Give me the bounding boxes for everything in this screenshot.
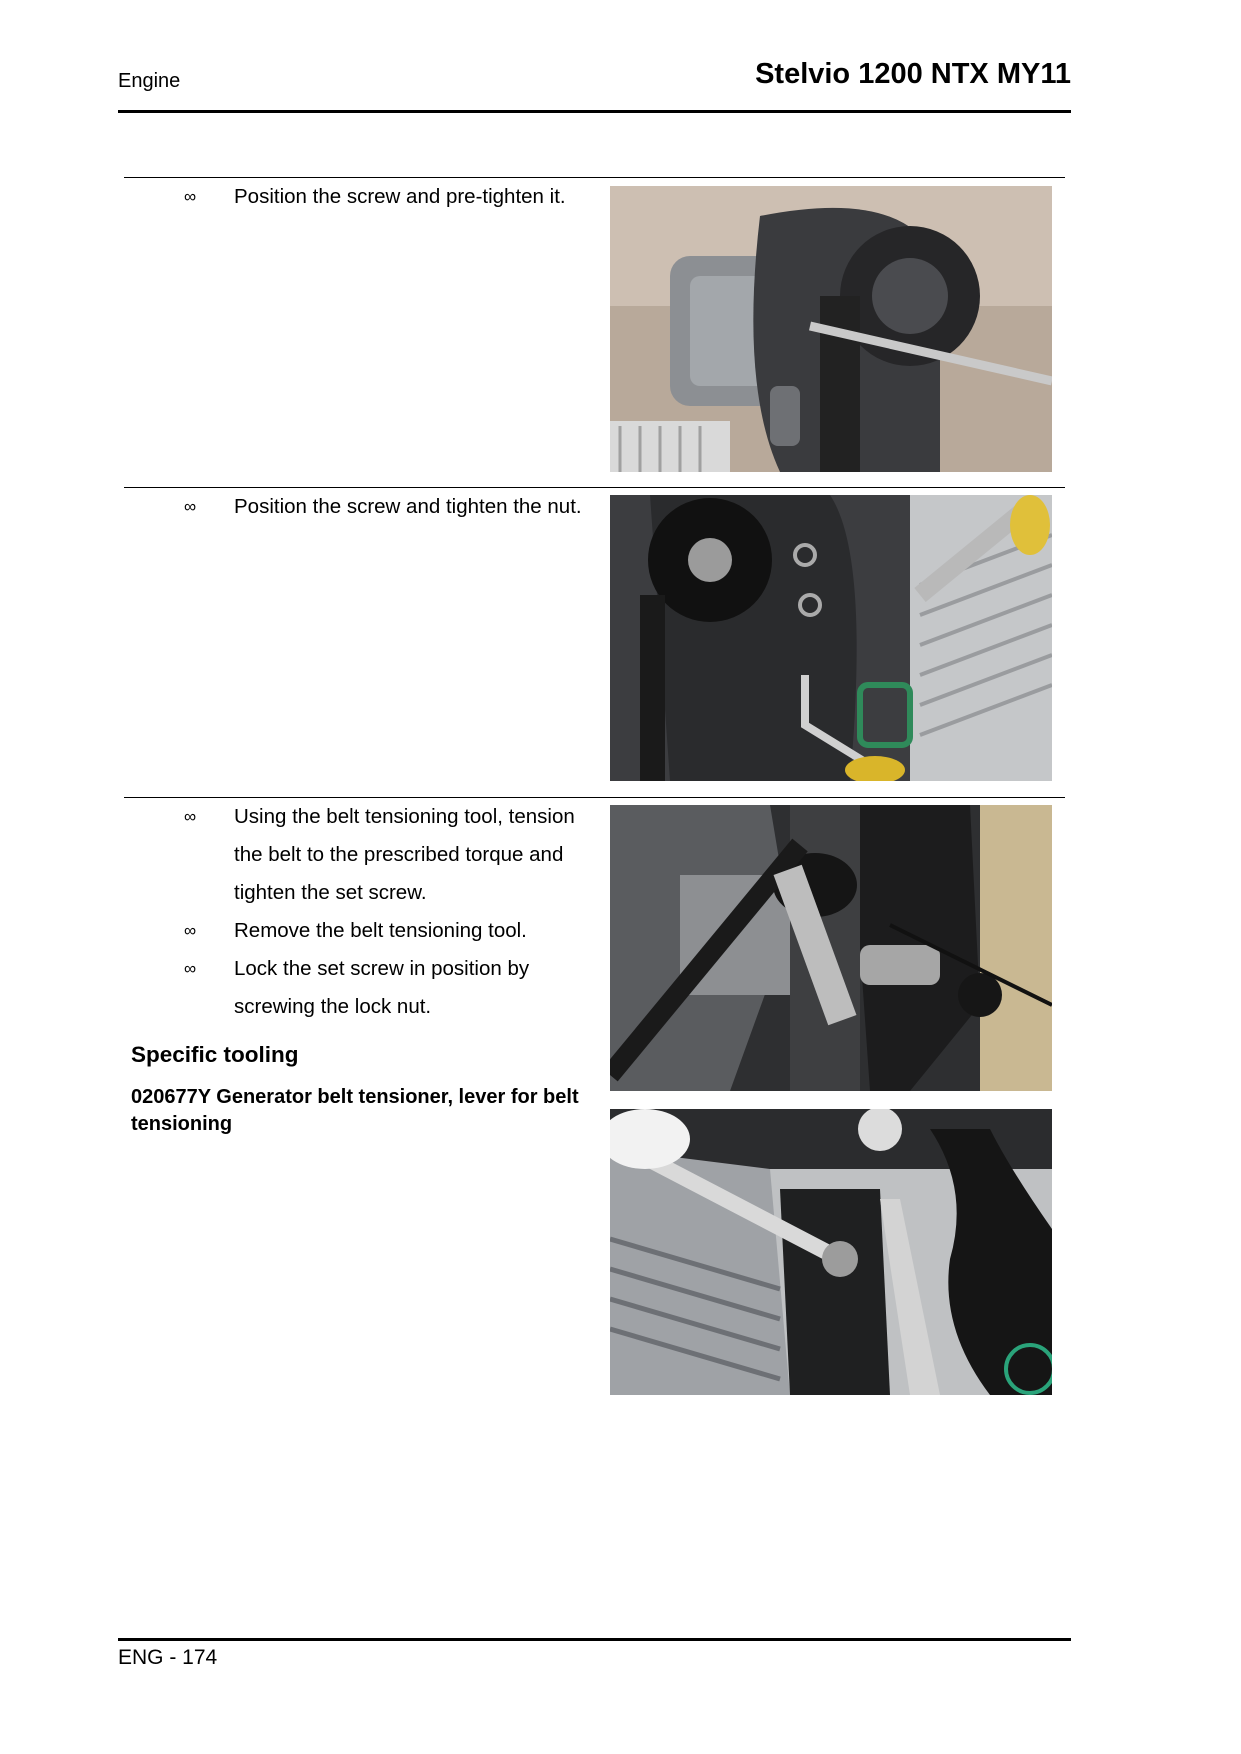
footer-divider (118, 1638, 1071, 1641)
step-text: Using the belt tensioning tool, tension the belt to the prescribed torque and tighten the set screw. (234, 805, 575, 904)
bullet-icon: ∞ (184, 921, 197, 940)
step-text: Position the screw and pre-tighten it. (234, 185, 566, 208)
photo-belt-tool-illustration (610, 805, 1052, 1091)
bullet-icon: ∞ (184, 187, 197, 206)
photo-alternator-illustration (610, 186, 1052, 472)
specific-tooling-heading: Specific tooling (131, 1042, 299, 1067)
header-section-label: Engine (118, 70, 181, 92)
photo-lock-nut-illustration (610, 1109, 1052, 1395)
photo-tensioner-illustration (610, 495, 1052, 781)
photo-belt-tensioning-tool (610, 805, 1052, 1091)
document-title: Stelvio 1200 NTX MY11 (755, 58, 1071, 90)
photo-lock-nut (610, 1109, 1052, 1395)
photo-tensioner-nut-tighten (610, 495, 1052, 781)
step-text: Position the screw and tighten the nut. (234, 495, 582, 518)
page-number: ENG - 174 (118, 1646, 218, 1669)
header-divider (118, 110, 1071, 113)
specific-tooling-item: 020677Y Generator belt tensioner, lever for belt tensioning (131, 1086, 579, 1135)
bullet-icon: ∞ (184, 959, 197, 978)
step-text: Lock the set screw in position by screwing the lock nut. (234, 957, 530, 1018)
step-text: Remove the belt tensioning tool. (234, 919, 527, 942)
bullet-icon: ∞ (184, 497, 197, 516)
bullet-icon: ∞ (184, 807, 197, 826)
photo-alternator-screw-pretighten (610, 186, 1052, 472)
